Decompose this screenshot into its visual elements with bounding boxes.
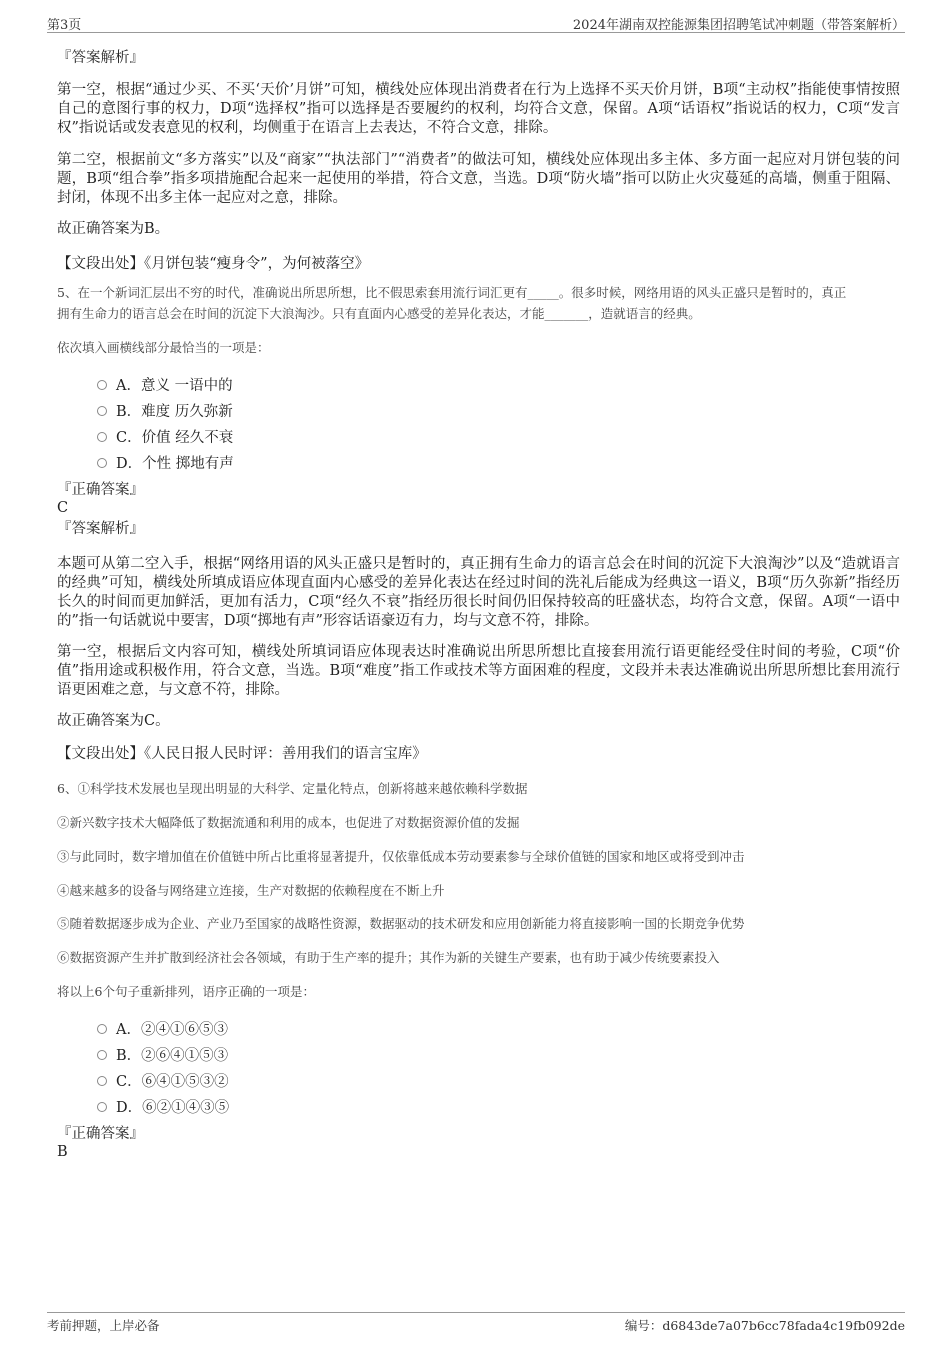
radio-icon[interactable] xyxy=(97,432,107,442)
source-citation: 【文段出处】《人民日报人民时评：善用我们的语言宝库》 xyxy=(57,746,427,762)
sentence-2: ②新兴数字技术大幅降低了数据流通和利用的成本，也促进了对数据资源价值的发掘 xyxy=(57,815,520,830)
option-b[interactable] xyxy=(97,1044,228,1065)
document-id: 编号：d6843de7a07b6cc78fada4c19fb092de xyxy=(624,1318,905,1333)
radio-icon[interactable] xyxy=(97,1024,107,1034)
page-footer xyxy=(47,1312,905,1333)
radio-icon[interactable] xyxy=(97,1050,107,1060)
option-label: C．⑥④①⑤③② xyxy=(116,1074,229,1090)
sentence-5: ⑤随着数据逐步成为企业、产业乃至国家的战略性资源，数据驱动的技术研发和应用创新能力将直接影响一国的长期竞争优势 xyxy=(57,916,745,931)
option-label: D．⑥②①④③⑤ xyxy=(116,1100,230,1116)
option-c[interactable] xyxy=(97,1070,229,1091)
sentence-4: ④越来越多的设备与网络建立连接，生产对数据的依赖程度在不断上升 xyxy=(57,883,445,898)
correct-answer: B xyxy=(57,1144,68,1160)
radio-icon[interactable] xyxy=(97,406,107,416)
answer-explanation-label: 『答案解析』 xyxy=(57,521,144,537)
sentence-6: ⑥数据资源产生并扩散到经济社会各领域，有助于生产率的提升；其作为新的关键生产要素，也有助于减少传统要素投入 xyxy=(57,950,720,965)
correct-answer-label: 『正确答案』 xyxy=(57,1126,144,1142)
radio-icon[interactable] xyxy=(97,1102,107,1112)
radio-icon[interactable] xyxy=(97,458,107,468)
option-a[interactable] xyxy=(97,1018,228,1039)
source-citation: 【文段出处】《月饼包装“瘦身令”，为何被落空》 xyxy=(57,256,370,272)
page-number: 第3页 xyxy=(47,18,82,33)
footer-slogan: 考前押题，上岸必备 xyxy=(47,1318,160,1333)
question-prompt: 将以上6个句子重新排列，语序正确的一项是： xyxy=(57,984,315,999)
conclusion: 故正确答案为B。 xyxy=(57,221,170,237)
sentence-1: 6、①科学技术发展也呈现出明显的大科学、定量化特点，创新将越来越依赖科学数据 xyxy=(57,781,528,796)
option-a[interactable] xyxy=(97,374,233,395)
option-label: C．价值 经久不衰 xyxy=(116,430,234,446)
option-label: A．意义 一语中的 xyxy=(116,378,233,394)
option-c[interactable] xyxy=(97,426,233,447)
page-header xyxy=(47,0,905,33)
radio-icon[interactable] xyxy=(97,1076,107,1086)
correct-answer-label: 『正确答案』 xyxy=(57,482,144,498)
option-label: A．②④①⑥⑤③ xyxy=(116,1022,228,1038)
explanation-paragraph: 第二空，根据前文“多方落实”以及“商家”“执法部门”“消费者”的做法可知，横线处应体现出多主体、多方面一起应对月饼包装的问题，B项“组合拳”指多项措施配合起来一起使用的举措，符合文意，当选。D项“防火墙”指可以防止火灾蔓延的高墙，侧重于阻隔、封闭，体现不出多主体一起应对之意，排除。 xyxy=(57,152,900,206)
radio-icon[interactable] xyxy=(97,380,107,390)
document-title: 2024年湖南双控能源集团招聘笔试冲刺题（带答案解析） xyxy=(572,18,905,33)
question-stem: 拥有生命力的语言总会在时间的沉淀下大浪淘沙。只有直面内心感受的差异化表达，才能_______，造就语言的经典。 xyxy=(57,306,701,321)
option-d[interactable] xyxy=(97,452,234,473)
answer-explanation-label: 『答案解析』 xyxy=(57,50,144,66)
question-stem: 5、在一个新词汇层出不穷的时代，准确说出所思所想，比不假思索套用流行词汇更有_____。很多时候，网络用语的风头正盛只是暂时的，真正 xyxy=(57,285,847,300)
option-d[interactable] xyxy=(97,1096,229,1117)
explanation-paragraph: 第一空，根据后文内容可知，横线处所填词语应体现表达时准确说出所思所想比直接套用流行语更能经受住时间的考验，C项“价值”指用途或积极作用，符合文意，当选。B项“难度”指工作或技术等方面困难的程度，文段并未表达准确说出所思所想比套用流行语更困难之意，与文意不符，排除。 xyxy=(57,644,900,698)
conclusion: 故正确答案为C。 xyxy=(57,713,170,729)
option-label: B．难度 历久弥新 xyxy=(116,404,233,420)
option-label: D．个性 掷地有声 xyxy=(116,456,234,472)
question-prompt: 依次填入画横线部分最恰当的一项是： xyxy=(57,340,270,355)
correct-answer: C xyxy=(57,500,69,516)
sentence-3: ③与此同时，数字增加值在价值链中所占比重将显著提升，仅依靠低成本劳动要素参与全球价值链的国家和地区或将受到冲击 xyxy=(57,849,745,864)
option-label: B．②⑥④①⑤③ xyxy=(116,1048,229,1064)
explanation-paragraph: 第一空，根据“通过少买、不买‘天价’月饼”可知，横线处应体现出消费者在行为上选择不买天价月饼，B项“主动权”指能使事情按照自己的意图行事的权力，D项“选择权”指可以选择是否要履约的权利，均符合文意，保留。A项“话语权”指说话的权力，C项“发言权”指说话或发表意见的权利，均侧重于在语言上去表达，不符合文意，排除。 xyxy=(57,82,900,136)
option-b[interactable] xyxy=(97,400,233,421)
explanation-paragraph: 本题可从第二空入手，根据“网络用语的风头正盛只是暂时的，真正拥有生命力的语言总会在时间的沉淀下大浪淘沙”以及“造就语言的经典”可知，横线处所填成语应体现直面内心感受的差异化表达在经过时间的洗礼后能成为经典这一语义，B项“历久弥新”指经历长久的时间而更加鲜活，更加有活力，C项“经久不衰”指经历很长时间仍旧保持较高的旺盛状态，均符合文意，保留。A项“一语中的”指一句话就说中要害，D项“掷地有声”形容话语豪迈有力，均与文意不符，排除。 xyxy=(57,556,900,629)
